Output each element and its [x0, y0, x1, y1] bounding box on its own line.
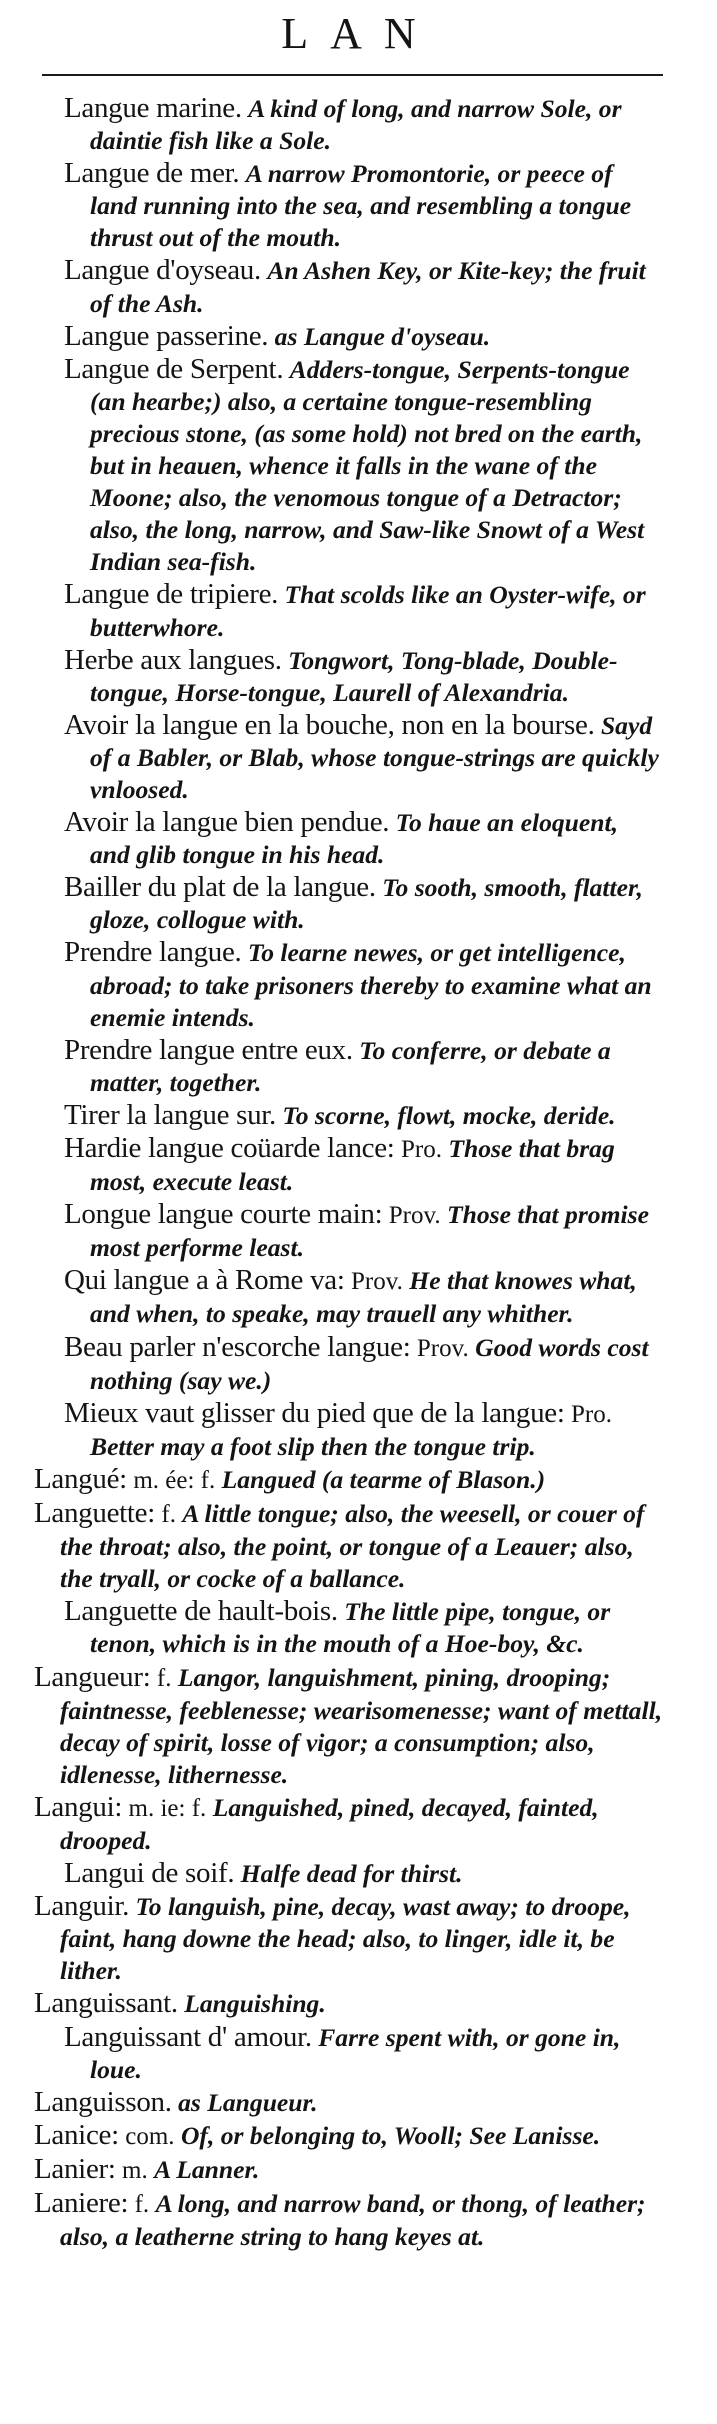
entry-headword: Langueur:	[34, 1660, 151, 1693]
entry-grammar: f.	[161, 1501, 176, 1529]
entry-grammar: m.	[122, 2156, 148, 2184]
entry-definition: The little pipe, tongue, or tenon, which is in the mouth of a Hoe-boy, &c.	[90, 1597, 611, 1659]
dictionary-entry	[34, 1857, 663, 1890]
entry-definition: Those that promise most performe least.	[90, 1200, 649, 1263]
dictionary-entry	[34, 157, 663, 254]
entry-headword: Longue langue courte main:	[64, 1198, 383, 1231]
dictionary-entry	[34, 2086, 663, 2119]
entry-definition: Sayd of a Babler, or Blab, whose tongue-strings are quickly vnloosed.	[90, 710, 659, 804]
dictionary-entry	[34, 2119, 663, 2153]
entry-headword: Herbe aux langues.	[64, 643, 282, 676]
entry-definition: Good words cost nothing (say we.)	[90, 1332, 649, 1395]
dictionary-entry	[34, 644, 663, 709]
dictionary-entry	[34, 1198, 663, 1264]
entry-definition: To languish, pine, decay, wast away; to droope, faint, hang downe the head; also, to linger, idle it, be lither.	[60, 1892, 631, 1986]
dictionary-entry	[34, 578, 663, 643]
entry-definition: Better may a foot slip then the tongue trip.	[90, 1431, 536, 1461]
entry-headword: Qui langue a à Rome va:	[64, 1264, 345, 1297]
dictionary-entry	[34, 1331, 663, 1397]
dictionary-entry	[34, 1497, 663, 1595]
entry-definition: A kind of long, and narrow Sole, or daintie fish like a Sole.	[90, 94, 622, 156]
entry-grammar: Prov.	[388, 1202, 441, 1230]
entry-grammar: m. ie: f.	[128, 1794, 207, 1822]
dictionary-entry	[34, 1595, 663, 1660]
entry-definition: He that knowes what, and when, to speake, may trauell any whither.	[90, 1266, 637, 1329]
dictionary-entry	[34, 1397, 663, 1463]
dictionary-entry	[34, 254, 663, 319]
entry-definition: as Langue d'oyseau.	[274, 321, 491, 351]
entry-definition: To haue an eloquent, and glib tongue in his head.	[90, 808, 619, 870]
entry-headword: Languisson.	[34, 2085, 172, 2118]
running-head: LAN	[281, 9, 438, 58]
entry-definition: An Ashen Key, or Kite-key; the fruit of the Ash.	[90, 256, 646, 318]
entry-definition: Languishing.	[184, 1989, 326, 2019]
dictionary-entry	[34, 1132, 663, 1198]
entry-headword: Hardie langue coüarde lance:	[64, 1132, 395, 1164]
entry-headword: Languette:	[34, 1497, 156, 1530]
dictionary-entry	[34, 2187, 663, 2253]
entry-definition: To learne newes, or get intelligence, abroad; to take prisoners thereby to examine what an enemie intends.	[90, 938, 652, 1032]
entry-definition: A Lanner.	[154, 2154, 260, 2184]
dictionary-entry	[34, 353, 663, 579]
entry-headword: Prendre langue.	[64, 936, 242, 969]
entry-definition: To sooth, smooth, flatter, gloze, collogue with.	[90, 873, 643, 935]
entry-grammar: com.	[125, 2122, 175, 2150]
dictionary-entry	[34, 1034, 663, 1099]
entry-definition: Those that brag most, execute least.	[90, 1134, 615, 1197]
entry-definition: Langor, languishment, pining, drooping; faintnesse, feeblenesse; wearisomenesse; want of mettall, decay of spirit, losse of vigor; a consumption; also, idlenesse, lithernesse.	[60, 1662, 663, 1789]
entry-headword: Bailler du plat de la langue.	[64, 871, 376, 904]
entry-headword: Langui:	[34, 1790, 123, 1823]
dictionary-entry	[34, 1463, 663, 1497]
entry-definition: Farre spent with, or gone in, loue.	[90, 2022, 621, 2084]
entry-headword: Avoir la langue bien pendue.	[64, 806, 390, 839]
dictionary-entry	[34, 936, 663, 1033]
entry-definition: as Langueur.	[178, 2087, 318, 2117]
entry-headword: Langue de mer.	[64, 157, 240, 190]
entry-headword: Languissant.	[34, 1987, 178, 2020]
dictionary-entry	[34, 1264, 663, 1330]
entry-list	[34, 92, 663, 2253]
entry-headword: Languir.	[34, 1890, 130, 1923]
dictionary-entry	[34, 806, 663, 871]
entry-definition: Adders-tongue, Serpents-tongue (an hearbe;) also, a certaine tongue-resembling precious stone, (as some hold) not bred on the earth, but in heauen, whence it falls in the wane of the Moone; also, the venomous tongue of a Detractor; also, the long, narrow, and Saw-like Snowt of a West Indian sea-fish.	[90, 354, 645, 577]
entry-grammar: Prov.	[351, 1268, 403, 1296]
entry-headword: Langue d'oyseau.	[64, 254, 261, 287]
entry-headword: Langue de Serpent.	[64, 352, 284, 385]
dictionary-entry	[34, 2021, 663, 2086]
entry-grammar: f.	[156, 1664, 172, 1692]
dictionary-entry	[34, 871, 663, 936]
entry-grammar: m. ée: f.	[133, 1466, 216, 1494]
entry-headword: Prendre langue entre eux.	[64, 1033, 353, 1066]
entry-grammar: Pro.	[400, 1136, 442, 1163]
entry-headword: Languissant d' amour.	[64, 2020, 312, 2053]
entry-definition: To conferre, or debate a matter, together.	[90, 1035, 611, 1097]
entry-definition: A narrow Promontorie, or peece of land running into the sea, and resembling a tongue thrust out of the mouth.	[90, 159, 632, 253]
header-rule	[42, 74, 663, 76]
entry-definition: Tongwort, Tong-blade, Double-tongue, Horse-tongue, Laurell of Alexandria.	[90, 645, 618, 707]
dictionary-entry	[34, 2153, 663, 2187]
dictionary-entry	[34, 92, 663, 157]
entry-definition: Halfe dead for thirst.	[240, 1859, 463, 1889]
entry-headword: Langué:	[34, 1462, 127, 1495]
entry-definition: A long, and narrow band, or thong, of leather; also, a leatherne string to hang keyes at.	[60, 2189, 646, 2252]
dictionary-entry	[34, 1791, 663, 1857]
entry-headword: Lanier:	[34, 2152, 116, 2185]
entry-headword: Beau parler n'escorche langue:	[64, 1330, 411, 1363]
dictionary-entry	[34, 709, 663, 806]
entry-headword: Langui de soif.	[64, 1857, 235, 1890]
dictionary-entry	[34, 1890, 663, 1987]
dictionary-page	[0, 4, 717, 2424]
entry-definition: Languished, pined, decayed, fainted, drooped.	[60, 1792, 599, 1855]
entry-definition: Of, or belonging to, Wooll; See Lanisse.	[180, 2120, 601, 2150]
dictionary-entry	[34, 1099, 663, 1132]
entry-headword: Tirer la langue sur.	[64, 1098, 277, 1131]
entry-grammar: Pro.	[571, 1400, 613, 1428]
entry-headword: Laniere:	[34, 2187, 129, 2219]
dictionary-entry	[34, 1987, 663, 2020]
entry-headword: Langue marine.	[64, 92, 242, 124]
entry-headword: Languette de hault-bois.	[64, 1595, 338, 1628]
entry-definition: Langued (a tearme of Blason.)	[221, 1464, 546, 1494]
entry-definition: To scorne, flowt, mocke, deride.	[282, 1100, 616, 1130]
dictionary-entry	[34, 320, 663, 353]
dictionary-entry	[34, 1661, 663, 1791]
entry-grammar: f.	[134, 2191, 150, 2218]
entry-headword: Lanice:	[34, 2118, 119, 2151]
entry-headword: Mieux vaut glisser du pied que de la langue:	[64, 1396, 565, 1429]
entry-grammar: Prov.	[416, 1334, 469, 1362]
entry-definition: A little tongue; also, the weesell, or couer of the throat; also, the point, or tongue of a Leauer; also, the tryall, or cocke of a ballance.	[60, 1499, 645, 1594]
entry-headword: Langue passerine.	[64, 319, 269, 352]
entry-definition: That scolds like an Oyster-wife, or butterwhore.	[90, 580, 646, 642]
entry-headword: Langue de tripiere.	[64, 578, 279, 611]
entry-headword: Avoir la langue en la bouche, non en la bourse.	[64, 708, 595, 741]
